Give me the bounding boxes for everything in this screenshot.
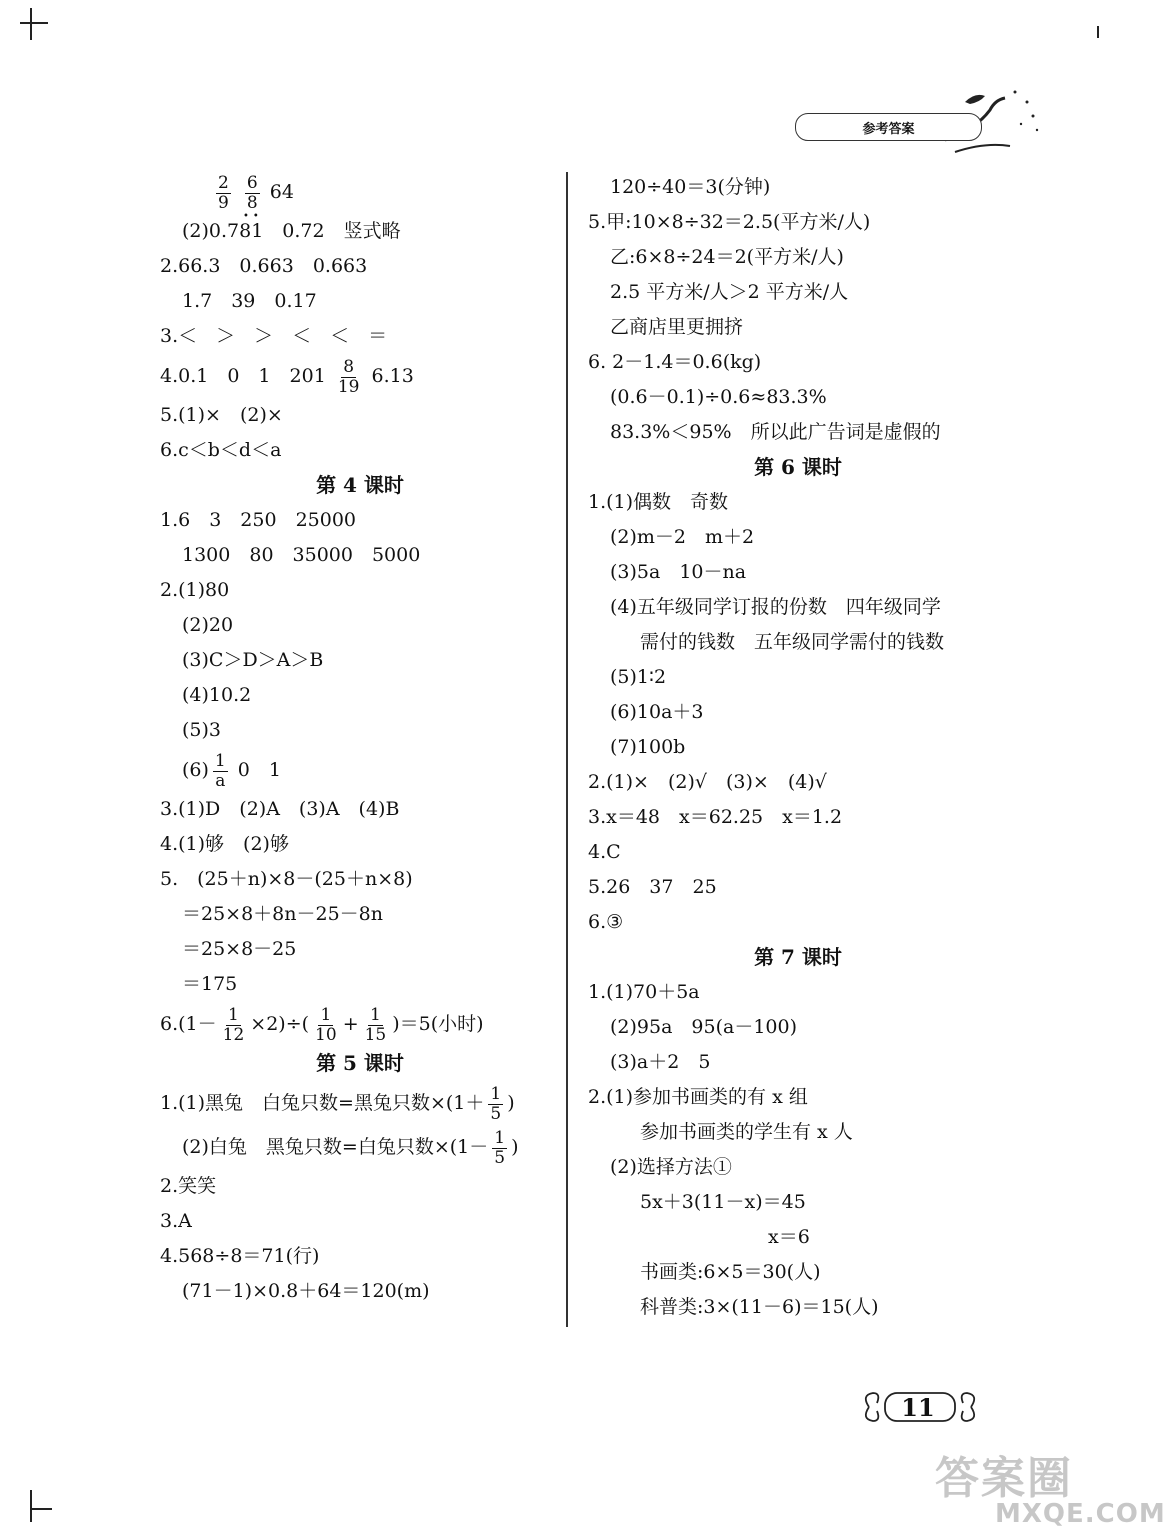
fraction: $\frac{1}{a}$ bbox=[214, 750, 226, 791]
fraction: $\frac{1}{5}$ bbox=[494, 1127, 506, 1168]
answer-line: ＝25×8＋8n－25－8n bbox=[182, 903, 384, 925]
answer-line: $\frac{2}{9}$ $\frac{6}{8}$ 64 bbox=[218, 172, 294, 213]
fraction: $\frac{1}{10}$ bbox=[315, 1004, 337, 1045]
answer-line: 科普类:3×(11－6)＝15(人) bbox=[640, 1296, 879, 1318]
answer-line: 乙商店里更拥挤 bbox=[610, 316, 744, 338]
answer-line: 参加书画类的学生有 x 人 bbox=[640, 1121, 853, 1143]
fraction: $\frac{8}{19}$ bbox=[337, 356, 360, 397]
answer-line: (6)10a＋3 bbox=[610, 701, 704, 723]
answer-line: x＝6 bbox=[768, 1226, 810, 1248]
repeating-decimal-dots: •• bbox=[243, 211, 263, 222]
answer-line: (3)5a 10－na bbox=[610, 561, 747, 583]
answer-line: ＝25×8－25 bbox=[182, 938, 297, 960]
answer-line: (2)选择方法① bbox=[610, 1156, 732, 1178]
answer-line: 6.(1－ $\frac{1}{12}$ ×2)÷( $\frac{1}{10}$ + $\frac{1}{15}$ )＝5(小时) bbox=[160, 1004, 484, 1045]
answer-line: 5.26 37 25 bbox=[588, 876, 717, 898]
answer-line: 5.甲:10×8÷32＝2.5(平方米/人) bbox=[588, 211, 871, 233]
answer-line: 4.568÷8＝71(行) bbox=[160, 1245, 320, 1267]
answer-line: (2)20 bbox=[182, 614, 234, 636]
answer-line: 书画类:6×5＝30(人) bbox=[640, 1261, 821, 1283]
column-divider bbox=[566, 172, 568, 1327]
answer-line: 4.0.1 0 1 201 $\frac{8}{19}$ 6.13 bbox=[160, 356, 414, 397]
answer-line: (7)100b bbox=[610, 736, 686, 758]
header-title: 参考答案 bbox=[862, 121, 915, 137]
answer-line: 1.(1)黑兔 白兔只数=黑兔只数×(1＋ $\frac{1}{5}$ ) bbox=[160, 1083, 515, 1124]
fraction: $\frac{1}{5}$ bbox=[490, 1083, 502, 1124]
answer-line: (6) $\frac{1}{a}$ 0 1 bbox=[182, 750, 281, 791]
fraction: $\frac{1}{12}$ bbox=[222, 1004, 245, 1045]
answer-line: 1.6 3 250 25000 bbox=[160, 509, 357, 531]
answer-line: 1.7 39 0.17 bbox=[182, 290, 317, 312]
answer-line: 5. (25＋n)×8－(25＋n×8) bbox=[160, 868, 413, 890]
answer-line: 83.3%＜95% 所以此广告词是虚假的 bbox=[610, 421, 941, 443]
page-number-box bbox=[868, 1390, 968, 1424]
answer-line: 需付的钱数 五年级同学需付的钱数 bbox=[640, 631, 945, 653]
watermark bbox=[935, 1453, 1166, 1536]
answer-line: (5)3 bbox=[182, 719, 222, 741]
answer-line: •• (2)0.781 0.72 竖式略 bbox=[182, 211, 401, 242]
answer-line: 2.笑笑 bbox=[160, 1175, 217, 1197]
answer-line: (2)95a 95(a－100) bbox=[610, 1016, 798, 1038]
answer-line: 3.＜ ＞ ＞ ＜ ＜ ＝ bbox=[160, 325, 388, 347]
section-heading-5: 第 5 课时 bbox=[316, 1051, 404, 1075]
fraction: $\frac{1}{15}$ bbox=[364, 1004, 387, 1045]
answer-line: 2.66.3 0.663 0.663 bbox=[160, 255, 368, 277]
crop-mark-top-right bbox=[1097, 26, 1099, 38]
answer-line: (71－1)×0.8＋64＝120(m) bbox=[182, 1280, 430, 1302]
answer-line: 6.③ bbox=[588, 911, 624, 933]
right-column bbox=[588, 170, 1008, 1325]
answer-line: 3.A bbox=[160, 1210, 192, 1232]
answer-line: (2)m－2 m＋2 bbox=[610, 526, 755, 548]
crop-mark-bottom-left bbox=[30, 1490, 32, 1522]
answer-line: 6. 2－1.4＝0.6(kg) bbox=[588, 351, 762, 373]
answer-line: (4)10.2 bbox=[182, 684, 252, 706]
answer-line: 3.x＝48 x＝62.25 x＝1.2 bbox=[588, 806, 843, 828]
section-heading-4: 第 4 课时 bbox=[316, 473, 404, 497]
answer-line: (4)五年级同学订报的份数 四年级同学 bbox=[610, 596, 941, 618]
answer-line: 4.(1)够 (2)够 bbox=[160, 833, 289, 855]
answer-line: 120÷40＝3(分钟) bbox=[610, 176, 771, 198]
crop-mark-top-left-h bbox=[20, 22, 48, 24]
crop-mark-bottom-left-h bbox=[30, 1508, 52, 1510]
answer-line: ＝175 bbox=[182, 973, 238, 995]
answer-line: 1300 80 35000 5000 bbox=[182, 544, 421, 566]
watermark-logo-text: 答案圈 bbox=[935, 1453, 1073, 1504]
page-number: 11 bbox=[901, 1392, 935, 1422]
answer-line: 2.(1)80 bbox=[160, 579, 230, 601]
watermark-site-text: MXQE.COM bbox=[995, 1499, 1166, 1529]
fraction: $\frac{2}{9}$ bbox=[218, 172, 229, 213]
answer-line: 2.(1)× (2)√ (3)× (4)√ bbox=[588, 771, 827, 793]
answer-line: 6.c＜b＜d＜a bbox=[160, 439, 282, 461]
answer-line: (0.6－0.1)÷0.6≈83.3% bbox=[610, 386, 827, 408]
left-column bbox=[160, 170, 560, 1309]
crop-mark-top-left bbox=[30, 8, 32, 40]
fraction: $\frac{6}{8}$ bbox=[246, 172, 258, 213]
answer-line: (5)1∶2 bbox=[610, 666, 667, 688]
section-heading-6: 第 6 课时 bbox=[754, 455, 842, 479]
answer-line: 乙:6×8÷24＝2(平方米/人) bbox=[610, 246, 844, 268]
answer-line: 4.C bbox=[588, 841, 621, 863]
answer-line: (3)C＞D＞A＞B bbox=[182, 649, 324, 671]
answer-line: 2.5 平方米/人＞2 平方米/人 bbox=[610, 281, 849, 303]
answer-line: (3)a＋2 5 bbox=[610, 1051, 711, 1073]
answer-line: 1.(1)偶数 奇数 bbox=[588, 491, 729, 513]
answer-line: 1.(1)70＋5a bbox=[588, 981, 700, 1003]
answer-line: (2)白兔 黑兔只数=白兔只数×(1－ $\frac{1}{5}$ ) bbox=[182, 1127, 519, 1168]
answer-line: 3.(1)D (2)A (3)A (4)B bbox=[160, 798, 400, 820]
section-heading-7: 第 7 课时 bbox=[754, 945, 842, 969]
header-title-tab bbox=[795, 113, 982, 141]
answer-line: 5.(1)× (2)× bbox=[160, 404, 283, 426]
answer-line: 2.(1)参加书画类的有 x 组 bbox=[588, 1086, 808, 1108]
answer-line: 5x＋3(11－x)＝45 bbox=[640, 1191, 806, 1213]
